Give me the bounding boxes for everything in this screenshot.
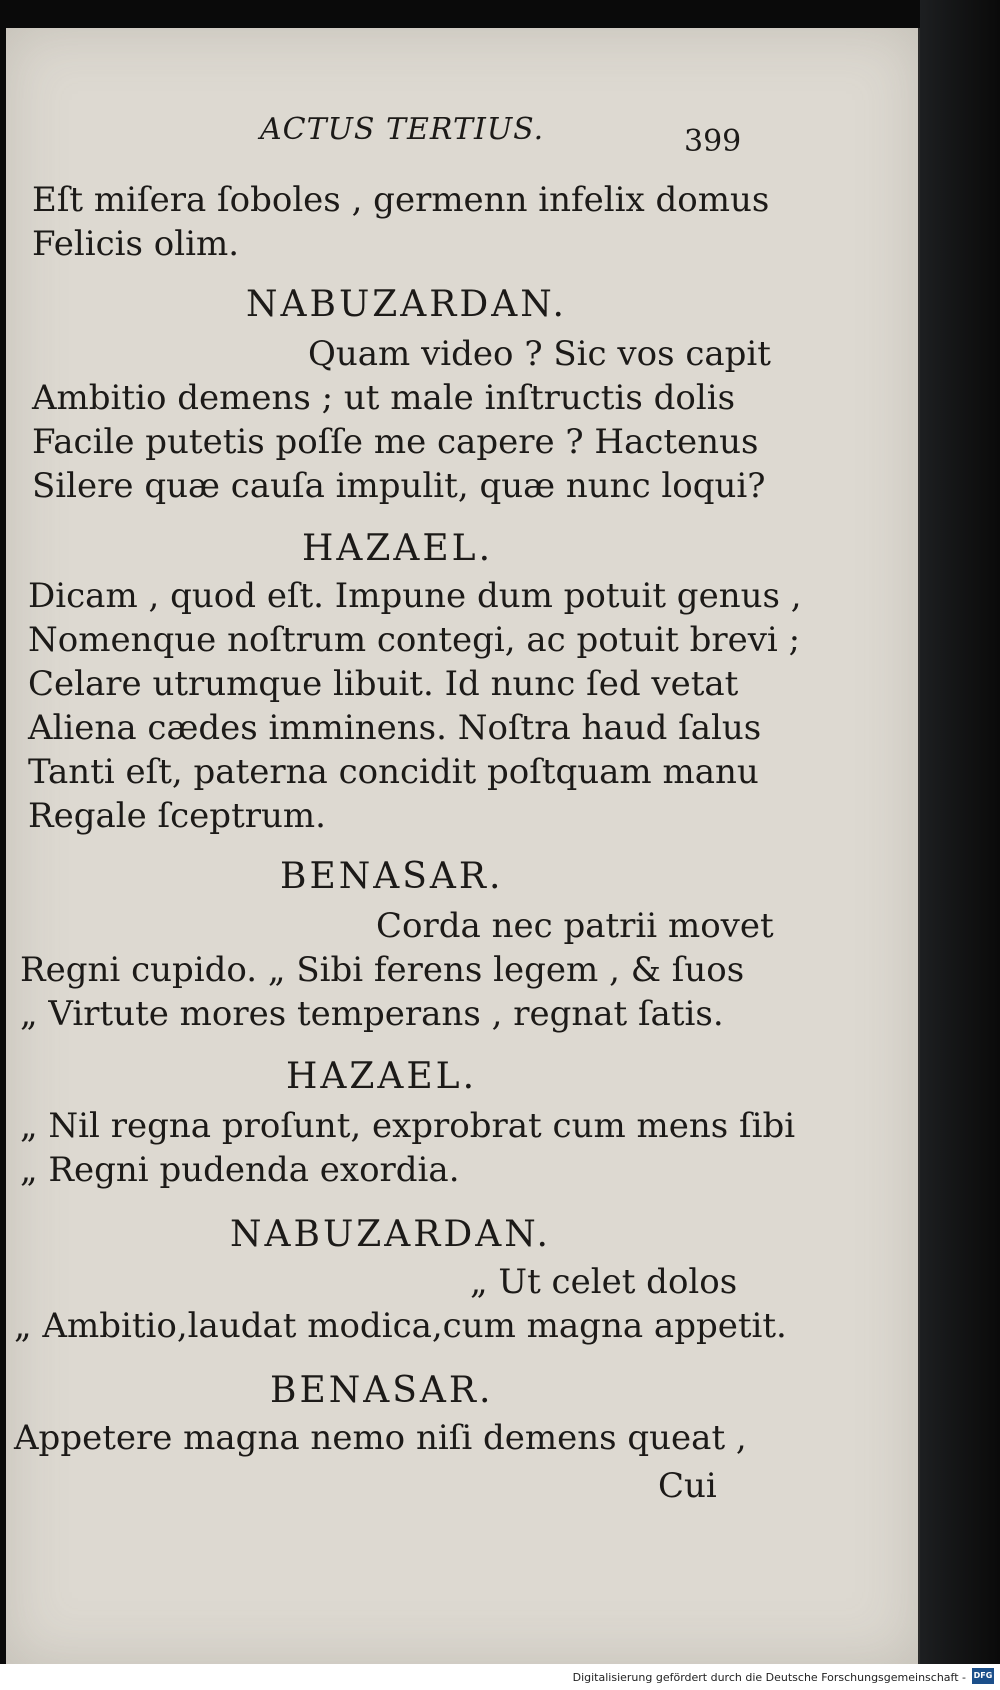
running-head: ACTUS TERTIUS. bbox=[260, 112, 545, 147]
funding-credit: Digitalisierung gefördert durch die Deutsche Forschungsgemeinschaft - bbox=[572, 1671, 966, 1684]
scanner-margin bbox=[920, 0, 1000, 1690]
speaker-name: NABUZARDAN. bbox=[230, 1214, 551, 1255]
verse-line: Appetere magna nemo niſi demens queat , bbox=[14, 1418, 747, 1458]
verse-line: Corda nec patrii movet bbox=[376, 906, 774, 946]
verse-line: Facile putetis poſſe me capere ? Hactenus bbox=[32, 422, 759, 462]
catchword: Cui bbox=[658, 1466, 717, 1506]
verse-line: Tanti eſt, paterna concidit poſtquam manu bbox=[28, 752, 759, 792]
verse-line: Quam video ? Sic vos capit bbox=[308, 334, 771, 374]
page-number: 399 bbox=[684, 124, 742, 159]
speaker-name: HAZAEL. bbox=[302, 528, 494, 569]
verse-line: „ Ambitio,laudat modica,cum magna appetit. bbox=[14, 1306, 787, 1346]
verse-line: „ Nil regna proſunt, exprobrat cum mens ſibi bbox=[20, 1106, 796, 1146]
verse-line: „ Regni pudenda exordia. bbox=[20, 1150, 460, 1190]
verse-line: Celare utrumque libuit. Id nunc ſed vetat bbox=[28, 664, 739, 704]
verse-line: Felicis olim. bbox=[32, 224, 240, 264]
verse-line: Aliena cædes imminens. Noſtra haud ſalus bbox=[28, 708, 762, 748]
speaker-name: HAZAEL. bbox=[286, 1056, 478, 1097]
speaker-name: BENASAR. bbox=[280, 856, 504, 897]
verse-line: Dicam , quod eſt. Impune dum potuit genus , bbox=[28, 576, 802, 616]
verse-line: Ambitio demens ; ut male inſtructis dolis bbox=[32, 378, 736, 418]
verse-line: „ Virtute mores temperans , regnat ſatis. bbox=[20, 994, 724, 1034]
verse-line: Nomenque noſtrum contegi, ac potuit brevi ; bbox=[28, 620, 801, 660]
speaker-name: BENASAR. bbox=[270, 1370, 494, 1411]
verse-line: Eſt miſera ſoboles , germenn infelix domus bbox=[32, 180, 770, 220]
dfg-logo-icon: DFG bbox=[972, 1668, 994, 1684]
verse-line: „ Ut celet dolos bbox=[470, 1262, 738, 1302]
verse-line: Silere quæ cauſa impulit, quæ nunc loqui? bbox=[32, 466, 766, 506]
verse-line: Regale ſceptrum. bbox=[28, 796, 326, 836]
verse-line: Regni cupido. „ Sibi ferens legem , & ſuos bbox=[20, 950, 745, 990]
speaker-name: NABUZARDAN. bbox=[246, 284, 567, 325]
